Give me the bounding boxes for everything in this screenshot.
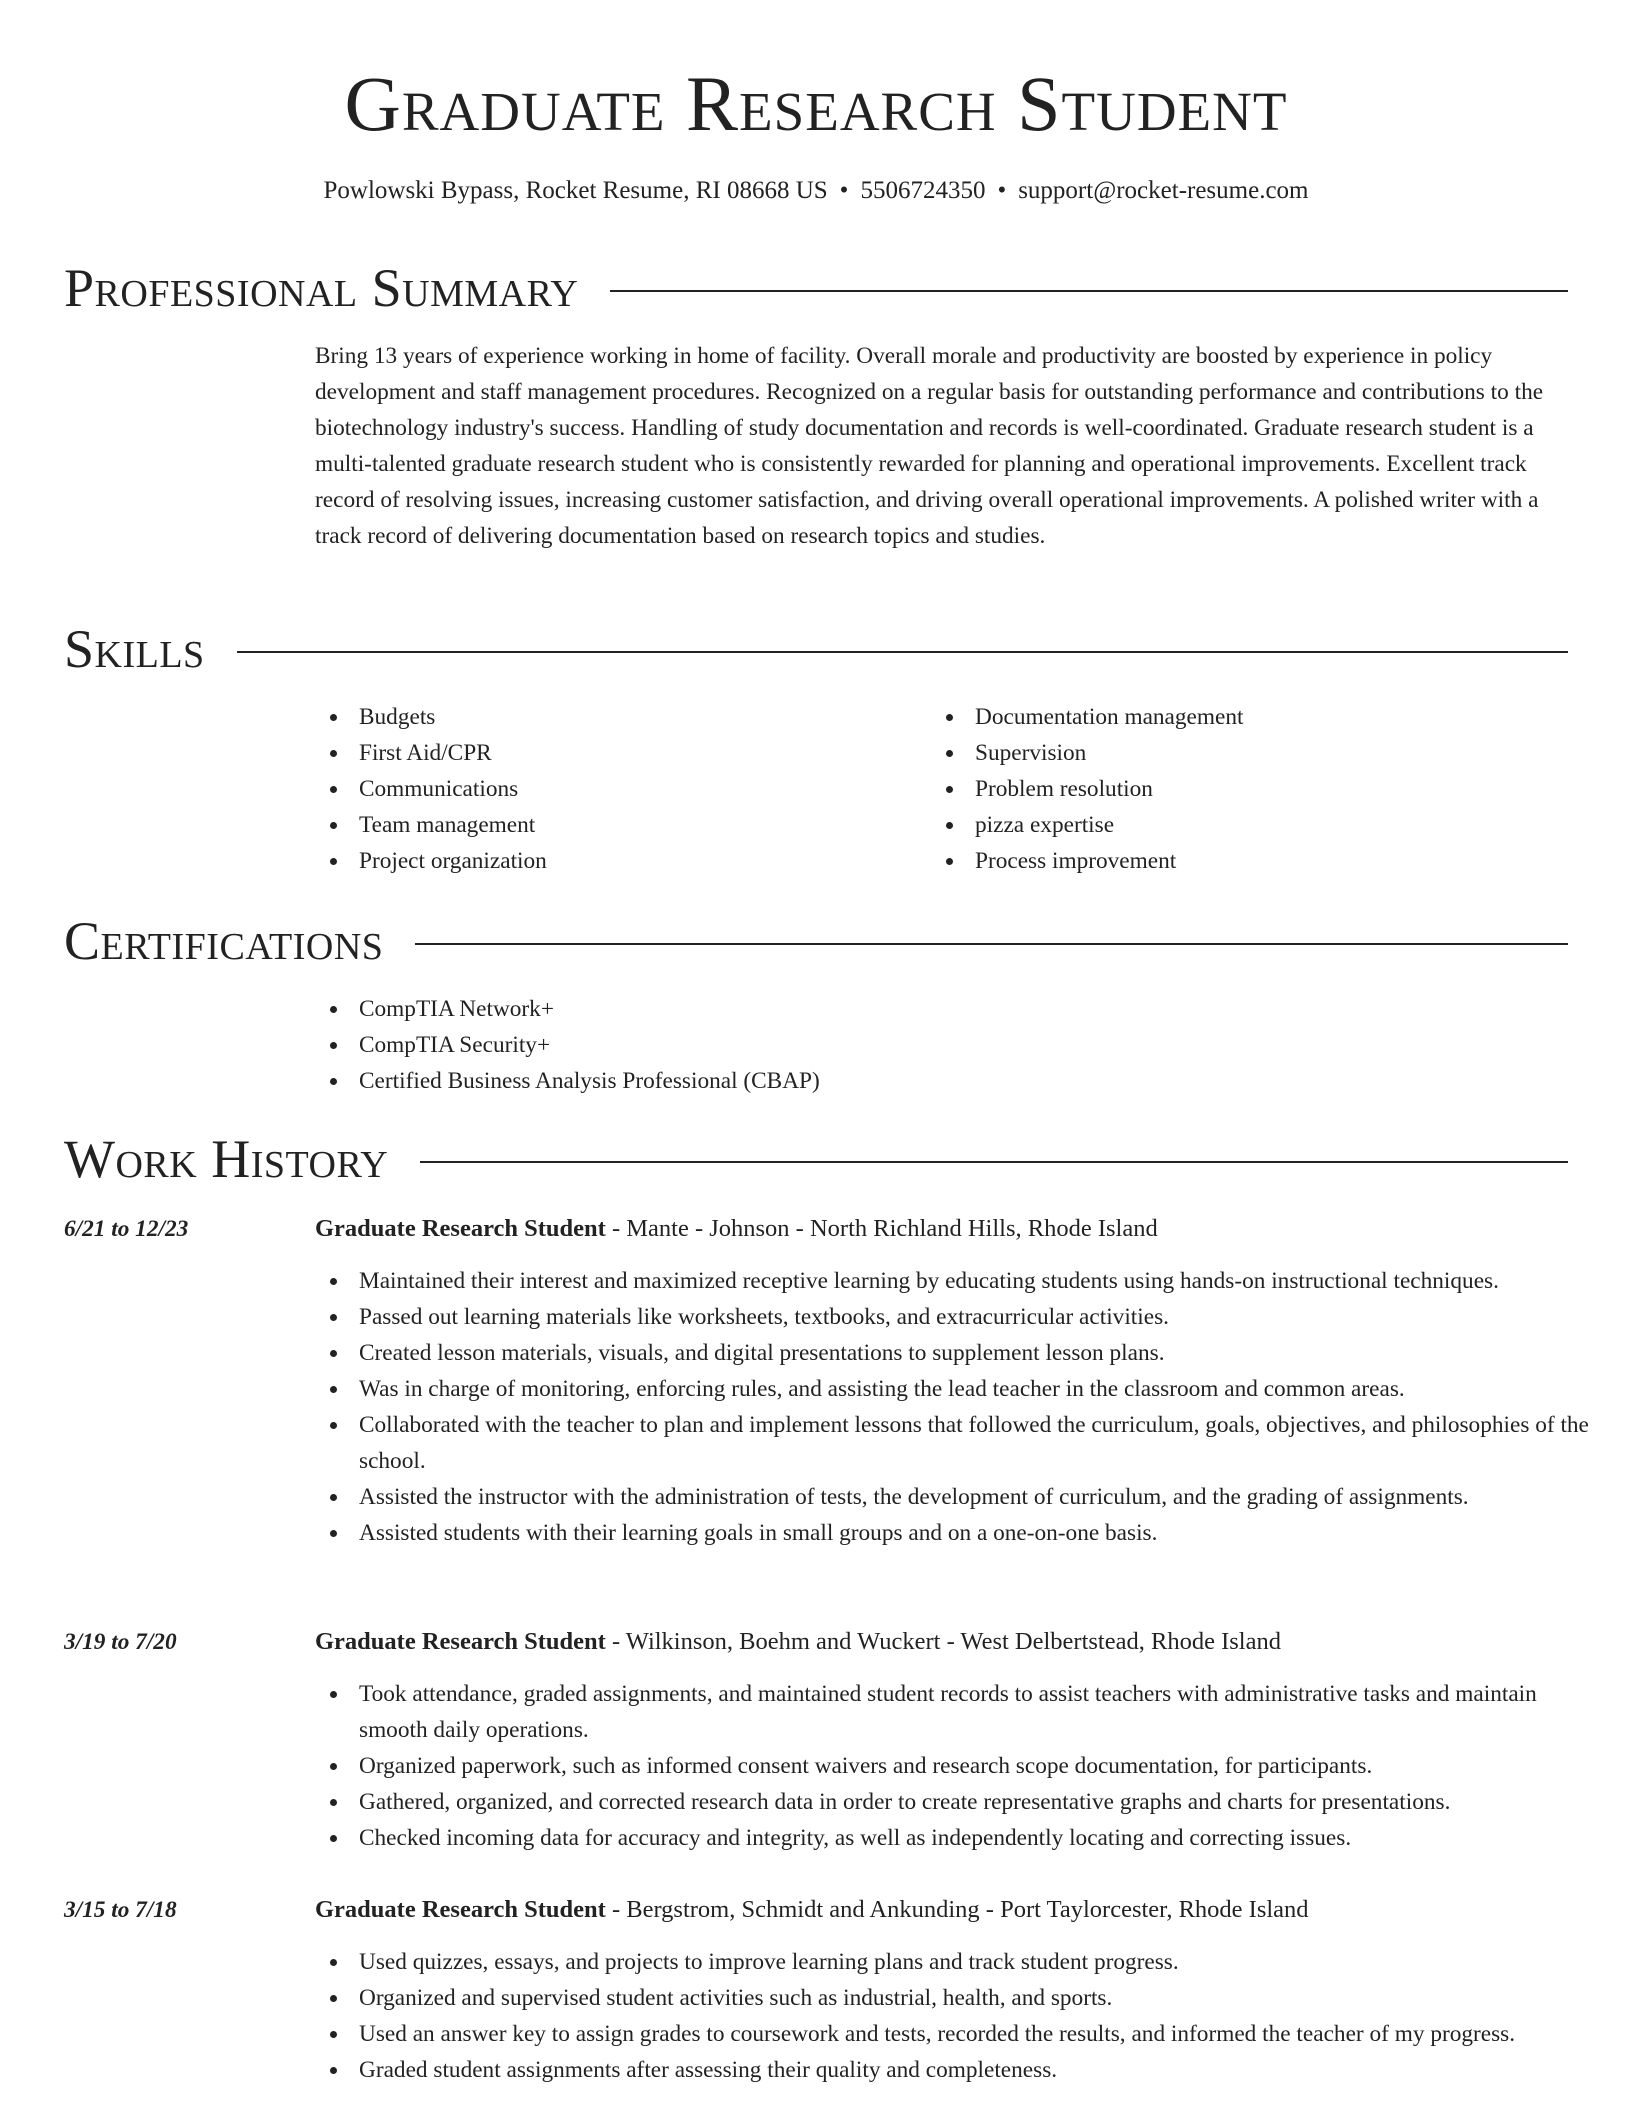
certifications-block xyxy=(315,991,1568,1099)
skill-item: First Aid/CPR xyxy=(315,735,915,771)
job-bullet: Was in charge of monitoring, enforcing rules, and assisting the lead teacher in the classroom and common areas. xyxy=(315,1371,1605,1407)
contact-separator: • xyxy=(997,177,1007,204)
skill-item: Problem resolution xyxy=(931,771,1531,807)
job-bullet: Used an answer key to assign grades to coursework and tests, recorded the results, and informed the teacher of my progress. xyxy=(315,2016,1605,2052)
job-bullet: Passed out learning materials like worksheets, textbooks, and extracurricular activities. xyxy=(315,1299,1605,1335)
skill-item: Documentation management xyxy=(931,699,1531,735)
job-dates: 6/21 to 12/23 xyxy=(64,1216,189,1242)
candidate-name: Graduate Research Student xyxy=(344,60,1288,147)
summary-heading: Professional Summary xyxy=(64,258,579,318)
summary-text: Bring 13 years of experience working in home of facility. Overall morale and productivity are boosted by experience in policy development and staff management procedures. Recognized on a regular basis for outstanding performance and contributions to the biotechnology industry's success. Handling of study documentation and records is well-coordinated. Graduate research student is a multi-talented graduate research student who is consistently rewarded for planning and operational improvements. Excellent track record of resolving issues, increasing customer satisfaction, and driving overall operational improvements. A polished writer with a track record of delivering documentation based on research topics and studies. xyxy=(315,343,1544,549)
job-title-line xyxy=(315,1892,1309,1928)
skill-item: Budgets xyxy=(315,699,915,735)
skills-heading: Skills xyxy=(64,619,205,679)
work-section-heading xyxy=(64,1127,1568,1191)
job-employer: - Mante - Johnson - North Richland Hills, Rhode Island xyxy=(605,1215,1158,1242)
contact-email: support@rocket-resume.com xyxy=(1018,177,1309,204)
skill-item: Communications xyxy=(315,771,915,807)
certification-item: CompTIA Security+ xyxy=(315,1027,1568,1063)
skills-column-right xyxy=(931,699,1531,879)
contact-separator: • xyxy=(839,177,849,204)
job-title-line xyxy=(315,1211,1158,1247)
job-title-line xyxy=(315,1624,1281,1660)
contact-address: Powlowski Bypass, Rocket Resume, RI 08668 US xyxy=(323,177,828,204)
skills-list-right xyxy=(931,699,1531,879)
skill-item: Supervision xyxy=(931,735,1531,771)
certification-item: Certified Business Analysis Professional (CBAP) xyxy=(315,1063,1568,1099)
job-dates: 3/15 to 7/18 xyxy=(64,1897,177,1923)
job-bullet: Assisted students with their learning goals in small groups and on a one-on-one basis. xyxy=(315,1515,1605,1551)
certifications-list xyxy=(315,991,1568,1099)
job-bullet: Assisted the instructor with the administration of tests, the development of curriculum, and the grading of assignments. xyxy=(315,1479,1605,1515)
job-employer: - Wilkinson, Boehm and Wuckert - West Delbertstead, Rhode Island xyxy=(605,1628,1281,1655)
job-employer: - Bergstrom, Schmidt and Ankunding - Port Taylorcester, Rhode Island xyxy=(605,1896,1309,1923)
contact-line xyxy=(0,174,1632,208)
job-bullet: Organized paperwork, such as informed consent waivers and research scope documentation, for participants. xyxy=(315,1748,1605,1784)
job-title: Graduate Research Student xyxy=(315,1628,606,1655)
job-bullets xyxy=(315,1676,1605,1856)
job-bullet: Collaborated with the teacher to plan and implement lessons that followed the curriculum, goals, objectives, and philosophies of the school. xyxy=(315,1407,1605,1479)
skills-section-heading xyxy=(64,617,1568,681)
summary-section-heading xyxy=(64,256,1568,320)
skills-list-left xyxy=(315,699,915,879)
skill-item: Process improvement xyxy=(931,843,1531,879)
skills-column-left xyxy=(315,699,915,879)
job-bullet: Created lesson materials, visuals, and digital presentations to supplement lesson plans. xyxy=(315,1335,1605,1371)
job-dates: 3/19 to 7/20 xyxy=(64,1629,177,1655)
job-bullets xyxy=(315,1263,1605,1551)
certification-item: CompTIA Network+ xyxy=(315,991,1568,1027)
section-divider xyxy=(237,651,1568,653)
section-divider xyxy=(420,1161,1568,1163)
job-title: Graduate Research Student xyxy=(315,1896,606,1923)
job-bullet: Maintained their interest and maximized receptive learning by educating students using hands-on instructional techniques. xyxy=(315,1263,1605,1299)
job-bullet: Gathered, organized, and corrected research data in order to create representative graphs and charts for presentations. xyxy=(315,1784,1605,1820)
job-bullet: Organized and supervised student activities such as industrial, health, and sports. xyxy=(315,1980,1605,2016)
job-bullet: Used quizzes, essays, and projects to improve learning plans and track student progress. xyxy=(315,1944,1605,1980)
skill-item: pizza expertise xyxy=(931,807,1531,843)
job-bullet-list xyxy=(315,1676,1605,1856)
section-divider xyxy=(415,943,1568,945)
work-heading: Work History xyxy=(64,1129,389,1189)
skill-item: Team management xyxy=(315,807,915,843)
job-bullet-list xyxy=(315,1263,1605,1551)
certifications-heading: Certifications xyxy=(64,911,384,971)
section-divider xyxy=(610,290,1568,292)
job-bullets xyxy=(315,1944,1605,2088)
contact-phone: 5506724350 xyxy=(860,177,986,204)
job-bullet: Checked incoming data for accuracy and integrity, as well as independently locating and correcting issues. xyxy=(315,1820,1605,1856)
job-bullet-list xyxy=(315,1944,1605,2088)
certifications-section-heading xyxy=(64,909,1568,973)
skill-item: Project organization xyxy=(315,843,915,879)
job-bullet: Took attendance, graded assignments, and maintained student records to assist teachers with administrative tasks and maintain smooth daily operations. xyxy=(315,1676,1605,1748)
job-title: Graduate Research Student xyxy=(315,1215,606,1242)
job-bullet: Graded student assignments after assessing their quality and completeness. xyxy=(315,2052,1605,2088)
